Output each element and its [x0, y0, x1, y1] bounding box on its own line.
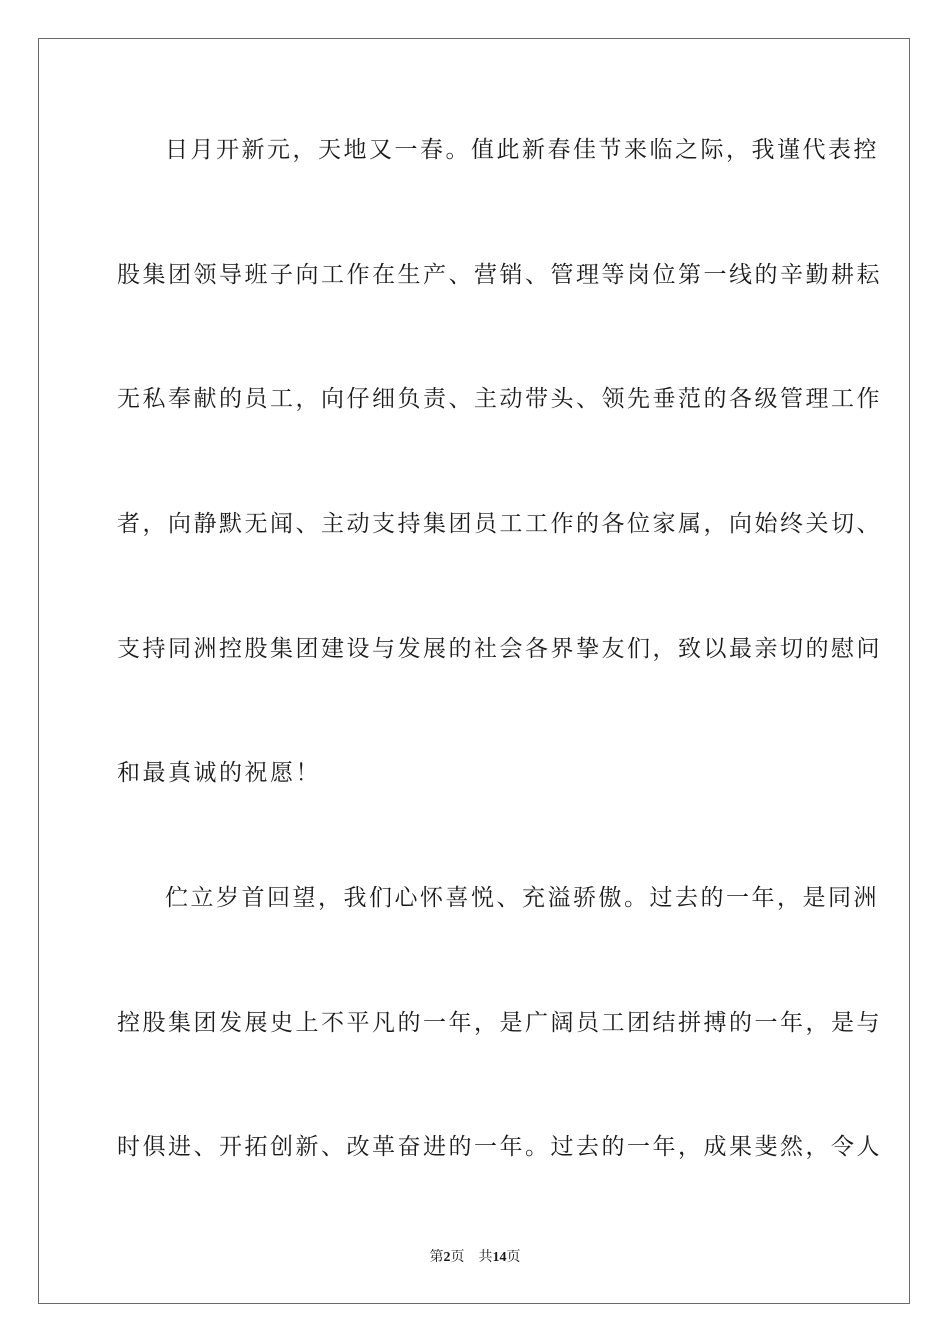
- page-border: [38, 38, 910, 1304]
- paragraph-1-line-3: 无私奉献的员工，向仔细负责、主动带头、领先垂范的各级管理工作: [117, 386, 882, 412]
- footer-page-prefix: 第: [429, 1250, 444, 1265]
- paragraph-1-line-4: 者，向静默无闻、主动支持集团员工工作的各位家属，向始终关切、: [117, 511, 882, 537]
- paragraph-2-line-1: 伫立岁首回望，我们心怀喜悦、充溢骄傲。过去的一年，是同洲: [165, 885, 879, 911]
- paragraph-2-line-3: 时俱进、开拓创新、改革奋进的一年。过去的一年，成果斐然，令人: [117, 1134, 882, 1160]
- paragraph-1-line-6: 和最真诚的祝愿！: [117, 760, 321, 786]
- footer-total-pages: 14: [492, 1250, 507, 1265]
- footer-page-suffix: 页: [450, 1250, 465, 1265]
- page-footer: [0, 1246, 950, 1266]
- footer-page-number: 2: [443, 1250, 451, 1265]
- paragraph-2-line-2: 控股集团发展史上不平凡的一年，是广阔员工团结拼搏的一年，是与: [117, 1010, 882, 1036]
- footer-total-prefix: 共: [478, 1250, 493, 1265]
- paragraph-1-line-1: 日月开新元，天地又一春。值此新春佳节来临之际，我谨代表控: [165, 137, 879, 163]
- paragraph-1-line-5: 支持同洲控股集团建设与发展的社会各界挚友们，致以最亲切的慰问: [117, 636, 882, 662]
- paragraph-1-line-2: 股集团领导班子向工作在生产、营销、管理等岗位第一线的辛勤耕耘: [117, 262, 882, 288]
- footer-total-suffix: 页: [506, 1250, 521, 1265]
